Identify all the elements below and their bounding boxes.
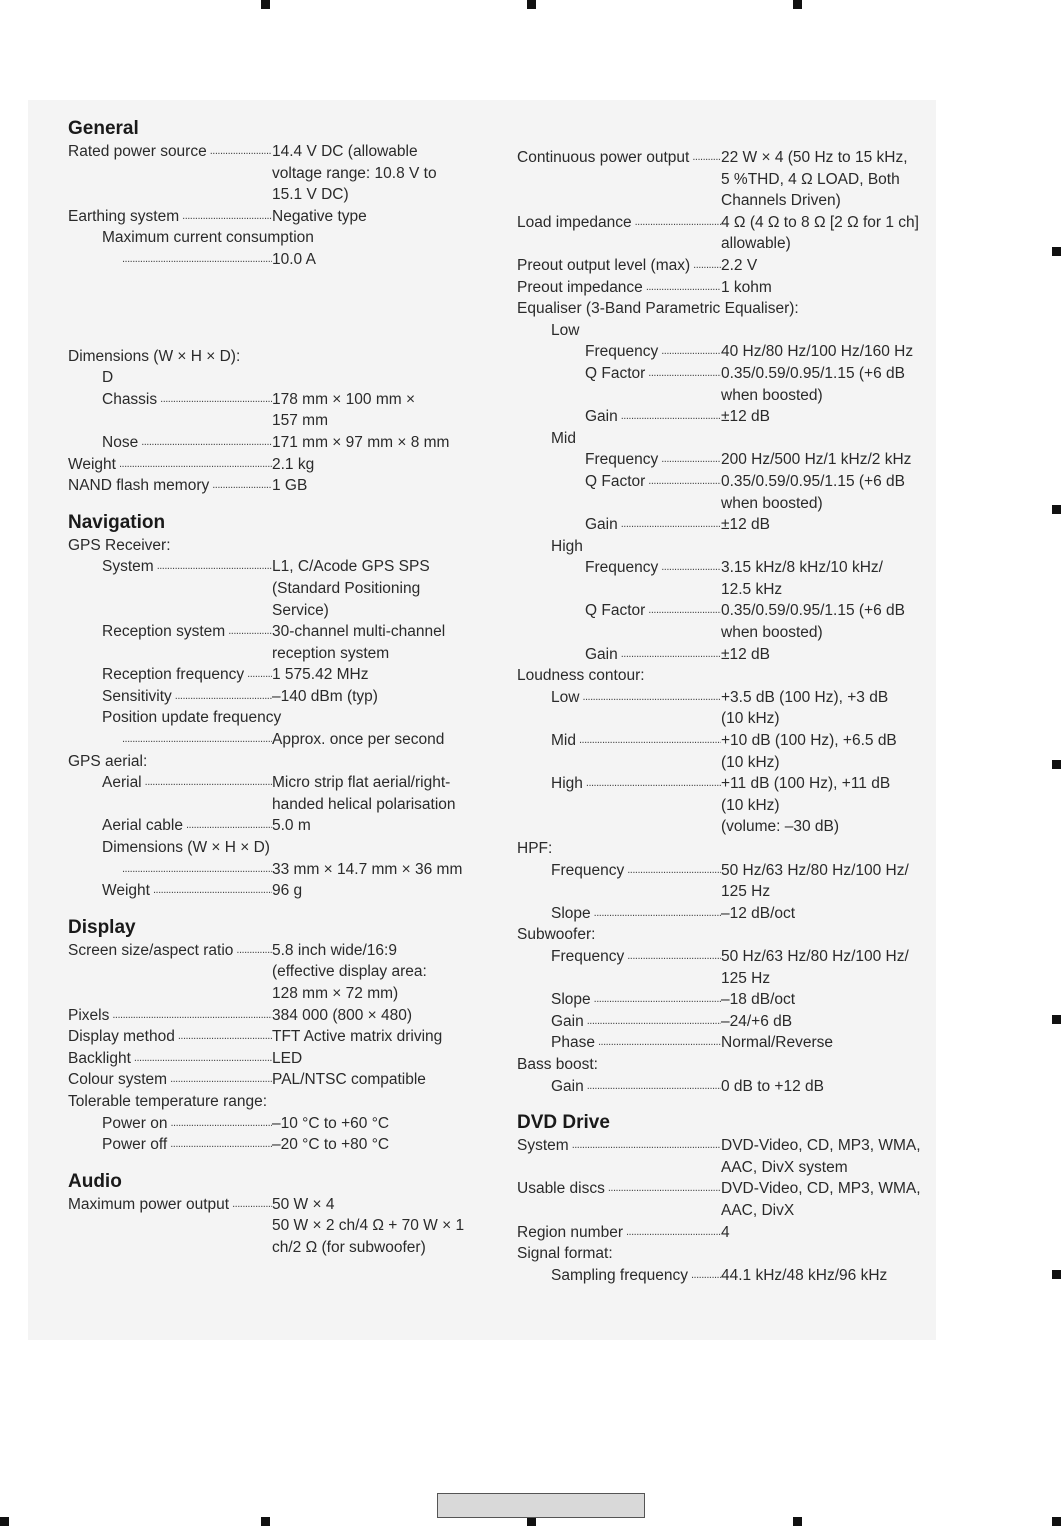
spec-label: HPF:: [517, 840, 553, 857]
audio-section-left: [68, 1169, 488, 1259]
spec-value: 50 Hz/63 Hz/80 Hz/100 Hz/ 125 Hz: [721, 861, 909, 901]
spec-row: [517, 212, 937, 255]
spec-label: Sensitivity: [102, 687, 172, 705]
spec-label: Usable discs: [517, 1180, 605, 1198]
registration-mark: [793, 0, 802, 9]
spec-value: 4: [721, 1223, 730, 1241]
spec-row: [68, 621, 488, 664]
spec-value: ±12 dB: [721, 408, 771, 426]
spec-value: 0 dB to +12 dB: [721, 1077, 824, 1095]
spec-row: [517, 277, 937, 299]
spec-label: Gain: [551, 1012, 584, 1030]
registration-mark: [1052, 1517, 1061, 1526]
spec-label: NAND flash memory: [68, 477, 210, 495]
spec-label: Low: [551, 688, 580, 706]
spec-label: Maximum power output: [68, 1195, 230, 1213]
spec-row: [68, 815, 488, 837]
spec-label: Dimensions (W × H × D):: [68, 347, 241, 365]
spec-row: [68, 1005, 488, 1027]
spec-value: 1 kohm: [721, 278, 772, 296]
spec-row: [517, 471, 937, 514]
spec-label: D: [102, 369, 114, 387]
spec-label: Weight: [68, 455, 116, 473]
spec-label: Preout impedance: [517, 278, 643, 296]
spec-value: 50 Hz/63 Hz/80 Hz/100 Hz/ 125 Hz: [721, 947, 909, 987]
spec-label: Power off: [102, 1136, 168, 1154]
general-section: [68, 116, 488, 497]
spec-label: Gain: [585, 408, 618, 426]
spec-value: 171 mm × 97 mm × 8 mm: [272, 433, 450, 451]
spec-value: [272, 1194, 467, 1259]
spec-value: PAL/NTSC compatible: [272, 1071, 426, 1089]
spec-value: L1, C/Acode GPS SPS (Standard Positioning Service): [272, 558, 430, 619]
spec-row: [68, 249, 488, 271]
spec-row: [68, 389, 488, 432]
spec-value: 384 000 (800 × 480): [272, 1006, 413, 1024]
spec-value: Negative type: [272, 207, 367, 225]
spec-label: Region number: [517, 1223, 623, 1241]
spec-row: [517, 1032, 937, 1054]
spec-row: [517, 514, 937, 536]
registration-mark: [261, 1517, 270, 1526]
spec-value: LED: [272, 1049, 303, 1067]
spec-label: Position update frequency: [102, 709, 282, 727]
spec-label: Preout output level (max): [517, 256, 691, 274]
spec-label: Gain: [585, 645, 618, 663]
spec-label: Load impedance: [517, 213, 632, 231]
spec-value: 0.35/0.59/0.95/1.15 (+6 dB when boosted): [721, 364, 905, 404]
spec-row: [68, 664, 488, 686]
spec-row: [68, 141, 488, 206]
spec-value: [721, 773, 911, 838]
spec-label: Frequency: [585, 451, 659, 469]
spec-value: 33 mm × 14.7 mm × 36 mm: [272, 860, 463, 878]
spec-value: 10.0 A: [272, 250, 316, 268]
spec-label: Aerial: [102, 774, 142, 792]
spec-label: Equaliser (3-Band Parametric Equaliser):: [517, 300, 799, 318]
spec-row: [517, 1011, 937, 1033]
left-column: [68, 116, 488, 1272]
spec-value: 0.35/0.59/0.95/1.15 (+6 dB when boosted): [721, 602, 905, 642]
display-heading: Display: [68, 916, 136, 938]
spec-row: [68, 1069, 488, 1091]
spec-label: High: [551, 537, 583, 555]
spec-row: [517, 903, 937, 925]
spec-row: [517, 1135, 937, 1178]
spec-value: ±12 dB: [721, 645, 771, 663]
spec-value: ±12 dB: [721, 516, 771, 534]
registration-mark: [527, 0, 536, 9]
spec-value: 96 g: [272, 882, 303, 900]
registration-mark: [1052, 505, 1061, 514]
spec-value: –18 dB/oct: [721, 991, 796, 1009]
spec-label: Dimensions (W × H × D): [102, 839, 270, 857]
navigation-heading: Navigation: [68, 511, 166, 533]
spec-row: [517, 1076, 937, 1098]
spec-value: 2.1 kg: [272, 455, 315, 473]
spec-label: Slope: [551, 904, 591, 922]
spec-value: DVD-Video, CD, MP3, WMA, AAC, DivX: [721, 1180, 921, 1219]
spec-label: Q Factor: [585, 364, 646, 382]
spec-row: [517, 557, 937, 600]
spec-value-line: +11 dB (100 Hz), +11 dB (10 kHz): [721, 775, 891, 814]
spec-label: Sampling frequency: [551, 1266, 688, 1284]
general-heading: General: [68, 118, 139, 139]
spec-label: Screen size/aspect ratio: [68, 941, 234, 959]
spec-label: Mid: [551, 429, 576, 447]
spec-row: [517, 147, 937, 212]
registration-mark: [527, 1517, 536, 1526]
spec-label: GPS Receiver:: [68, 536, 171, 554]
spec-label: Gain: [551, 1077, 584, 1095]
spec-value: 14.4 V DC (allowable voltage range: 10.8 V to 15.1 V DC): [272, 143, 437, 204]
spec-value: 4 Ω (4 Ω to 8 Ω [2 Ω for 1 ch] allowable): [721, 213, 919, 253]
spec-row: [517, 1265, 937, 1287]
spec-row: [517, 255, 937, 277]
spec-value: 30-channel multi-channel reception system: [272, 623, 446, 662]
spec-value: 178 mm × 100 mm × 157 mm: [272, 390, 416, 430]
spec-label: GPS aerial:: [68, 752, 148, 770]
spec-row: [68, 1026, 488, 1048]
spec-label: System: [102, 558, 154, 576]
spec-value: –24/+6 dB: [721, 1012, 793, 1030]
spec-row: [517, 600, 937, 643]
spec-label: Colour system: [68, 1071, 168, 1089]
spec-row: [68, 859, 488, 881]
spec-value-line: (volume: –30 dB): [721, 818, 840, 836]
spec-label: Nose: [102, 433, 139, 451]
spec-row: [68, 1113, 488, 1135]
registration-mark: [793, 1517, 802, 1526]
spec-label: Tolerable temperature range:: [68, 1092, 268, 1110]
spec-row: [517, 644, 937, 666]
spec-label: Earthing system: [68, 207, 180, 225]
spec-row: [517, 1222, 937, 1244]
spec-label: Q Factor: [585, 602, 646, 620]
spec-value: Approx. once per second: [272, 731, 445, 749]
spec-value: 3.15 kHz/8 kHz/10 kHz/ 12.5 kHz: [721, 559, 883, 598]
spec-row: [68, 475, 488, 497]
spec-value: 0.35/0.59/0.95/1.15 (+6 dB when boosted): [721, 472, 905, 512]
spec-value: –140 dBm (typ): [272, 687, 378, 705]
registration-mark: [1052, 247, 1061, 256]
spec-row: [517, 1178, 937, 1221]
spec-label: Signal format:: [517, 1245, 613, 1263]
spec-label: Slope: [551, 991, 591, 1009]
spec-label: Frequency: [551, 861, 625, 879]
spec-row: [517, 363, 937, 406]
audio-section-right: [517, 147, 937, 1097]
spec-value: 1 GB: [272, 477, 308, 495]
spec-label: Subwoofer:: [517, 926, 596, 944]
spec-value: –10 °C to +60 °C: [272, 1114, 390, 1132]
spec-value: –12 dB/oct: [721, 904, 796, 922]
spec-label: Chassis: [102, 390, 158, 408]
spec-row: [517, 773, 937, 838]
registration-mark: [261, 0, 270, 9]
spec-row: [68, 1194, 488, 1259]
spec-value-line: 50 W × 2 ch/4 Ω + 70 W × 1 ch/2 Ω (for subwoofer): [272, 1217, 465, 1256]
spec-row: [68, 1134, 488, 1156]
spec-value: Normal/Reverse: [721, 1034, 833, 1052]
right-column: [517, 147, 937, 1299]
spec-label: Low: [551, 321, 580, 339]
spec-row: [517, 341, 937, 363]
spec-label: Bass boost:: [517, 1055, 598, 1073]
spec-label: Power on: [102, 1114, 168, 1132]
spec-label: Frequency: [585, 559, 659, 577]
spec-label: Aerial cable: [102, 817, 183, 835]
audio-heading: Audio: [68, 1170, 122, 1192]
spec-label: Reception system: [102, 623, 226, 641]
spec-label: Reception frequency: [102, 666, 245, 684]
spec-label: Frequency: [585, 343, 659, 361]
display-section: [68, 915, 488, 1156]
spec-row: [68, 432, 488, 454]
spec-row: [517, 860, 937, 903]
spec-value: 44.1 kHz/48 kHz/96 kHz: [721, 1266, 888, 1284]
spec-row: [68, 729, 488, 751]
spec-label: Backlight: [68, 1049, 131, 1067]
spec-label: Continuous power output: [517, 149, 690, 166]
spec-row: [517, 406, 937, 428]
spec-label: System: [517, 1137, 569, 1155]
spec-row: [68, 772, 488, 815]
spec-label: Weight: [102, 882, 150, 900]
spec-row: [517, 687, 937, 730]
spec-label: Q Factor: [585, 472, 646, 490]
spec-value: 22 W × 4 (50 Hz to 15 kHz, 5 %THD, 4 Ω LOAD, Both Channels Driven): [721, 149, 908, 210]
spec-label: Gain: [585, 516, 618, 534]
spec-row: [68, 880, 488, 902]
spec-value: 40 Hz/80 Hz/100 Hz/160 Hz: [721, 343, 914, 361]
spec-label: Mid: [551, 732, 576, 750]
spec-row: [517, 730, 937, 773]
spec-label: High: [551, 775, 583, 793]
dvd-section: [517, 1110, 937, 1286]
spec-label: Maximum current consumption: [102, 229, 314, 247]
spec-value-line: 50 W × 4: [272, 1195, 335, 1213]
spec-value: 200 Hz/500 Hz/1 kHz/2 kHz: [721, 451, 912, 469]
spec-row: [68, 940, 488, 1005]
spec-label: Pixels: [68, 1006, 110, 1024]
spec-value: +10 dB (100 Hz), +6.5 dB (10 kHz): [721, 732, 897, 771]
spec-value: 1 575.42 MHz: [272, 666, 369, 684]
registration-mark: [1052, 1270, 1061, 1279]
spec-row: [68, 1048, 488, 1070]
spec-value: Micro strip flat aerial/right-handed helical polarisation: [272, 774, 456, 813]
spec-row: [68, 556, 488, 621]
registration-mark: [0, 1517, 9, 1526]
spec-value: 5.8 inch wide/16:9 (effective display area: 128 mm × 72 mm): [272, 941, 427, 1002]
spec-row: [517, 946, 937, 989]
spec-label: Loudness contour:: [517, 667, 645, 685]
spec-row: [517, 449, 937, 471]
spec-label: Phase: [551, 1034, 595, 1052]
registration-mark: [1052, 760, 1061, 769]
registration-mark: [1052, 1015, 1061, 1024]
spec-row: [517, 989, 937, 1011]
spec-row: [68, 686, 488, 708]
spec-value: 5.0 m: [272, 817, 311, 835]
spec-value: 2.2 V: [721, 256, 758, 274]
spec-value: TFT Active matrix driving: [272, 1028, 443, 1046]
dvd-heading: DVD Drive: [517, 1112, 610, 1134]
navigation-section: [68, 510, 488, 902]
spec-value: +3.5 dB (100 Hz), +3 dB (10 kHz): [721, 688, 889, 728]
spec-label: Display method: [68, 1028, 175, 1046]
spec-row: [68, 454, 488, 476]
spec-row: [68, 206, 488, 228]
spec-value: –20 °C to +80 °C: [272, 1136, 390, 1154]
spec-label: Rated power source: [68, 143, 207, 160]
spec-label: Frequency: [551, 947, 625, 965]
spec-value: DVD-Video, CD, MP3, WMA, AAC, DivX system: [721, 1137, 921, 1176]
page-number-box: [437, 1493, 645, 1518]
